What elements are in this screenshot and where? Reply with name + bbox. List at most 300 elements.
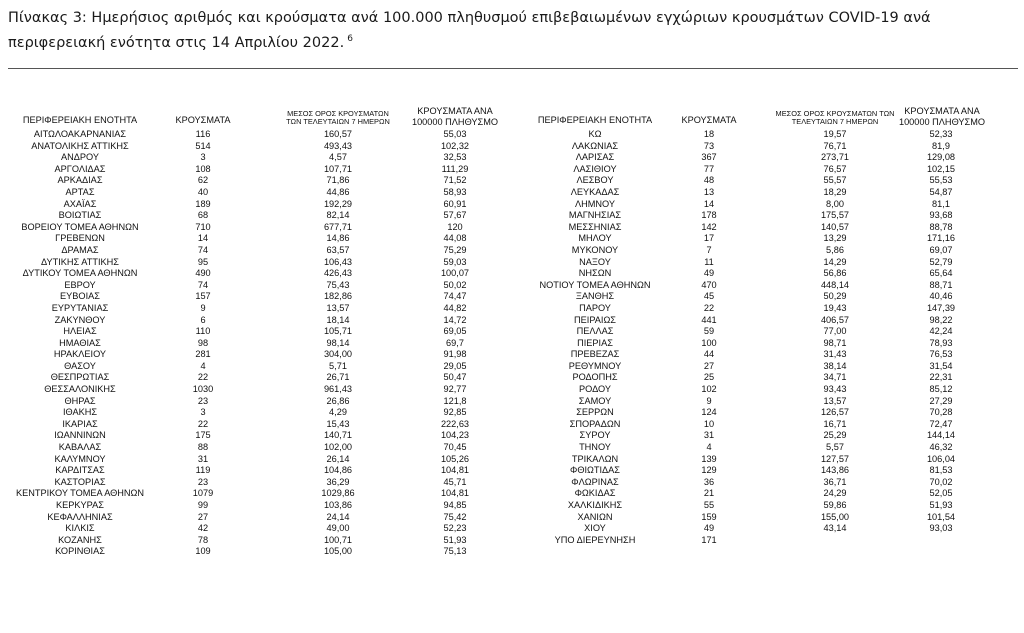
left-cases-cell: 490 [195, 268, 211, 279]
right-avg-cell: 143,86 [820, 465, 850, 476]
left-unit-cell: ΚΑΛΥΜΝΟΥ [54, 453, 106, 464]
left-unit-cell: ΘΕΣΣΑΛΟΝΙΚΗΣ [44, 384, 116, 395]
left-avg-cell: 5,71 [329, 360, 347, 371]
right-per100k-cell: 102,15 [926, 163, 956, 174]
right-avg-cell: 13,57 [823, 395, 847, 406]
left-avg-cell: 13,57 [326, 302, 350, 313]
table-row [0, 488, 1024, 500]
left-per100k-cell: 105,26 [440, 453, 470, 464]
left-unit-cell: ΑΝΑΤΟΛΙΚΗΣ ΑΤΤΙΚΗΣ [31, 140, 129, 151]
left-per100k-cell: 75,42 [443, 511, 467, 522]
right-per100k-cell: 52,79 [929, 256, 953, 267]
left-avg-cell: 24,14 [326, 511, 350, 522]
footnote-marker: 6 [347, 34, 353, 44]
right-per100k-cell: 98,22 [929, 314, 953, 325]
left-avg-cell: 71,86 [326, 175, 350, 186]
right-avg-cell: 36,71 [823, 476, 847, 487]
right-per100k-cell: 88,78 [929, 221, 953, 232]
right-cases-cell: 441 [701, 314, 717, 325]
left-per100k-cell: 100,07 [440, 268, 470, 279]
table-row [0, 187, 1024, 199]
left-cases-cell: 98 [197, 337, 209, 348]
left-unit-cell: ΑΡΓΟΛΙΔΑΣ [54, 163, 106, 174]
right-per100k-cell: 144,14 [926, 430, 956, 441]
left-avg-cell: 102,00 [323, 442, 353, 453]
table-row [0, 175, 1024, 187]
left-cases-cell: 281 [195, 349, 211, 360]
left-unit-cell: ΕΥΡΥΤΑΝΙΑΣ [51, 302, 109, 313]
left-avg-cell: 4,29 [329, 407, 347, 418]
right-cases-cell: 22 [703, 302, 715, 313]
left-unit-cell: ΗΜΑΘΙΑΣ [59, 337, 101, 348]
top-rule [8, 68, 1018, 69]
right-cases-cell: 73 [703, 140, 715, 151]
right-cases-cell: 18 [703, 129, 715, 139]
left-cases-cell: 1079 [192, 488, 214, 499]
left-per100k-cell: 70,45 [443, 442, 467, 453]
header-unit-left: ΠΕΡΙΦΕΡΕΙΑΚΗ ΕΝΟΤΗΤΑ [22, 115, 138, 126]
left-unit-cell: ΑΡΤΑΣ [65, 186, 95, 197]
table-row [0, 129, 1024, 141]
table-row [0, 535, 1024, 547]
left-avg-cell: 304,00 [323, 349, 353, 360]
right-avg-cell: 98,71 [823, 337, 847, 348]
right-per100k-cell: 22,31 [929, 372, 953, 383]
left-cases-cell: 189 [195, 198, 211, 209]
table-row [0, 326, 1024, 338]
table-row [0, 442, 1024, 454]
right-per100k-cell: 78,93 [929, 337, 953, 348]
table-row [0, 396, 1024, 408]
left-unit-cell: ΚΕΦΑΛΛΗΝΙΑΣ [47, 511, 113, 522]
left-unit-cell: ΚΕΝΤΡΙΚΟΥ ΤΟΜΕΑ ΑΘΗΝΩΝ [15, 488, 145, 499]
right-cases-cell: 17 [703, 233, 715, 244]
left-per100k-cell: 104,81 [440, 465, 470, 476]
left-cases-cell: 31 [197, 453, 209, 464]
table-row [0, 477, 1024, 489]
right-avg-cell: 155,00 [820, 511, 850, 522]
table-row [0, 523, 1024, 535]
left-per100k-cell: 29,05 [443, 360, 467, 371]
right-avg-cell: 38,14 [823, 360, 847, 371]
left-cases-cell: 514 [195, 140, 211, 151]
right-avg-cell: 59,86 [823, 500, 847, 510]
right-avg-cell: 406,57 [820, 314, 850, 325]
left-unit-cell: ΗΛΕΙΑΣ [63, 326, 97, 337]
left-avg-cell: 63,57 [326, 244, 350, 255]
left-avg-cell: 82,14 [326, 210, 350, 221]
left-per100k-cell: 111,29 [441, 163, 469, 174]
right-unit-cell: ΝΑΞΟΥ [579, 256, 611, 267]
right-per100k-cell: 88,71 [929, 279, 953, 290]
right-unit-cell: ΧΙΟΥ [584, 523, 606, 534]
right-per100k-cell: 70,02 [929, 476, 953, 487]
right-per100k-cell: 76,53 [929, 349, 953, 360]
right-avg-cell: 76,57 [823, 163, 847, 174]
right-unit-cell: ΠΕΛΛΑΣ [576, 326, 614, 337]
left-cases-cell: 78 [197, 534, 209, 545]
right-cases-cell: 45 [703, 291, 715, 302]
left-unit-cell: ΒΟΙΩΤΙΑΣ [58, 210, 102, 221]
right-avg-cell: 43,14 [823, 523, 847, 534]
right-per100k-cell: 85,12 [929, 384, 953, 395]
right-avg-cell: 140,57 [820, 221, 850, 232]
left-unit-cell: ΗΡΑΚΛΕΙΟΥ [53, 349, 107, 360]
right-avg-cell: 5,57 [826, 442, 844, 453]
right-per100k-cell: 81,9 [932, 140, 950, 151]
left-cases-cell: 710 [195, 221, 211, 232]
left-avg-cell: 18,14 [326, 314, 350, 325]
left-per100k-cell: 58,93 [443, 186, 467, 197]
right-avg-cell: 25,29 [823, 430, 847, 441]
table-row [0, 210, 1024, 222]
left-per100k-cell: 69,7 [446, 337, 464, 348]
left-per100k-cell: 51,93 [443, 534, 467, 545]
right-unit-cell: ΛΕΥΚΑΔΑΣ [570, 186, 620, 197]
table-row [0, 430, 1024, 442]
right-unit-cell: ΠΕΙΡΑΙΩΣ [574, 314, 616, 325]
right-cases-cell: 36 [703, 476, 715, 487]
left-avg-cell: 192,29 [323, 198, 353, 209]
right-per100k-cell: 40,46 [929, 291, 953, 302]
left-avg-cell: 26,86 [326, 395, 350, 406]
left-avg-cell: 100,71 [323, 534, 353, 545]
left-per100k-cell: 222,63 [440, 418, 470, 429]
left-avg-cell: 26,14 [326, 453, 350, 464]
left-cases-cell: 40 [197, 186, 209, 197]
left-avg-cell: 26,71 [326, 372, 350, 383]
table-row [0, 199, 1024, 211]
table-row [0, 500, 1024, 512]
left-avg-cell: 14,86 [326, 233, 350, 244]
left-per100k-cell: 120 [447, 221, 463, 232]
header-cases-right: ΚΡΟΥΣΜΑΤΑ [681, 115, 737, 126]
table-row [0, 245, 1024, 257]
table-row [0, 152, 1024, 164]
left-per100k-cell: 69,05 [443, 326, 467, 337]
right-per100k-cell: 52,05 [929, 488, 953, 499]
right-cases-cell: 178 [701, 210, 717, 221]
right-per100k-cell: 65,64 [929, 268, 953, 279]
left-cases-cell: 1030 [192, 384, 214, 395]
left-per100k-cell: 75,29 [443, 244, 467, 255]
left-per100k-cell: 14,72 [443, 314, 467, 325]
right-avg-cell: 19,57 [823, 129, 847, 139]
table-row [0, 419, 1024, 431]
right-unit-cell: ΣΑΜΟΥ [578, 395, 612, 406]
left-per100k-cell: 121,8 [443, 395, 467, 406]
right-avg-cell: 93,43 [823, 384, 847, 395]
caption-text: Πίνακας 3: Ημερήσιος αριθμός και κρούσματα ανά 100.000 πληθυσμού επιβεβαιωμένων εγχώριων κρουσμάτων COVID-19 ανά περιφερειακή ενότητα στις 14 Απριλίου 2022. [8, 10, 931, 51]
right-unit-cell: ΡΕΘΥΜΝΟΥ [568, 360, 622, 371]
left-per100k-cell: 59,03 [443, 256, 467, 267]
left-cases-cell: 95 [197, 256, 209, 267]
left-per100k-cell: 102,32 [440, 140, 470, 151]
left-per100k-cell: 57,67 [443, 210, 467, 221]
right-cases-cell: 25 [703, 372, 715, 383]
left-per100k-cell: 44,82 [443, 302, 467, 313]
right-unit-cell: ΝΟΤΙΟΥ ΤΟΜΕΑ ΑΘΗΝΩΝ [539, 279, 651, 290]
left-per100k-cell: 52,23 [443, 523, 467, 534]
left-per100k-cell: 75,13 [443, 546, 467, 557]
left-cases-cell: 116 [195, 129, 211, 139]
table-row [0, 407, 1024, 419]
left-unit-cell: ΙΚΑΡΙΑΣ [62, 418, 98, 429]
header-per100k-right: ΚΡΟΥΣΜΑΤΑ ΑΝΑ 100000 ΠΛΗΘΥΣΜΟ [898, 106, 986, 127]
right-avg-cell: 126,57 [820, 407, 850, 418]
left-unit-cell: ΙΩΑΝΝΙΝΩΝ [54, 430, 106, 441]
right-unit-cell: ΡΟΔΟΥ [578, 384, 611, 395]
left-unit-cell: ΔΥΤΙΚΗΣ ΑΤΤΙΚΗΣ [41, 256, 119, 267]
right-avg-cell: 77,00 [823, 326, 847, 337]
right-per100k-cell: 106,04 [926, 453, 956, 464]
right-per100k-cell: 147,39 [926, 302, 956, 313]
right-per100k-cell: 31,54 [929, 360, 953, 371]
right-cases-cell: 10 [703, 418, 715, 429]
right-unit-cell: ΣΥΡΟΥ [579, 430, 611, 441]
right-avg-cell: 273,71 [820, 152, 850, 163]
left-unit-cell: ΚΟΖΑΝΗΣ [58, 534, 102, 545]
table-row [0, 349, 1024, 361]
left-cases-cell: 74 [197, 244, 209, 255]
left-unit-cell: ΘΕΣΠΡΩΤΙΑΣ [50, 372, 110, 383]
right-per100k-cell: 52,33 [929, 129, 953, 139]
left-per100k-cell: 50,02 [443, 279, 467, 290]
right-per100k-cell: 69,07 [929, 244, 953, 255]
right-per100k-cell: 72,47 [929, 418, 953, 429]
right-unit-cell: ΛΑΚΩΝΙΑΣ [571, 140, 619, 151]
right-cases-cell: 49 [703, 523, 715, 534]
right-unit-cell: ΦΘΙΩΤΙΔΑΣ [569, 465, 620, 476]
right-avg-cell: 18,29 [823, 186, 847, 197]
left-unit-cell: ΑΙΤΩΛΟΑΚΑΡΝΑΝΙΑΣ [33, 129, 127, 139]
right-per100k-cell: 101,54 [926, 511, 956, 522]
table-row [0, 361, 1024, 373]
right-cases-cell: 142 [701, 221, 717, 232]
left-avg-cell: 104,86 [323, 465, 353, 476]
left-avg-cell: 49,00 [326, 523, 350, 534]
left-per100k-cell: 94,85 [443, 500, 467, 510]
table-row [0, 372, 1024, 384]
left-per100k-cell: 74,47 [443, 291, 467, 302]
left-unit-cell: ΒΟΡΕΙΟΥ ΤΟΜΕΑ ΑΘΗΝΩΝ [21, 221, 139, 232]
left-avg-cell: 182,86 [323, 291, 353, 302]
right-avg-cell: 50,29 [823, 291, 847, 302]
right-avg-cell: 34,71 [823, 372, 847, 383]
right-cases-cell: 159 [701, 511, 717, 522]
table-row [0, 164, 1024, 176]
left-per100k-cell: 60,91 [443, 198, 467, 209]
right-cases-cell: 59 [703, 326, 715, 337]
table-row [0, 512, 1024, 524]
right-unit-cell: ΛΕΣΒΟΥ [576, 175, 614, 186]
left-unit-cell: ΘΗΡΑΣ [64, 395, 96, 406]
table-row [0, 338, 1024, 350]
table-row [0, 268, 1024, 280]
table-row [0, 384, 1024, 396]
right-unit-cell: ΥΠΟ ΔΙΕΡΕΥΝΗΣΗ [554, 534, 636, 545]
right-per100k-cell: 55,53 [929, 175, 953, 186]
left-unit-cell: ΑΧΑΪΑΣ [63, 198, 97, 209]
right-avg-cell: 19,43 [823, 302, 847, 313]
right-unit-cell: ΣΠΟΡΑΔΩΝ [569, 418, 621, 429]
right-per100k-cell: 171,16 [926, 233, 956, 244]
header-unit-right: ΠΕΡΙΦΕΡΕΙΑΚΗ ΕΝΟΤΗΤΑ [537, 115, 653, 126]
left-cases-cell: 4 [200, 360, 206, 371]
right-unit-cell: ΠΑΡΟΥ [579, 302, 611, 313]
left-cases-cell: 119 [195, 465, 211, 476]
table-row [0, 280, 1024, 292]
left-unit-cell: ΕΥΒΟΙΑΣ [60, 291, 100, 302]
right-unit-cell: ΛΗΜΝΟΥ [574, 198, 616, 209]
right-cases-cell: 470 [701, 279, 717, 290]
table-row [0, 257, 1024, 269]
left-avg-cell: 36,29 [326, 476, 350, 487]
left-avg-cell: 15,43 [326, 418, 350, 429]
right-cases-cell: 4 [706, 442, 712, 453]
right-per100k-cell: 70,28 [929, 407, 953, 418]
left-avg-cell: 140,71 [323, 430, 353, 441]
right-cases-cell: 77 [703, 163, 715, 174]
left-cases-cell: 74 [197, 279, 209, 290]
left-per100k-cell: 91,98 [443, 349, 467, 360]
right-avg-cell: 175,57 [820, 210, 850, 221]
left-avg-cell: 75,43 [326, 279, 350, 290]
left-unit-cell: ΑΝΔΡΟΥ [60, 152, 99, 163]
right-per100k-cell: 51,93 [929, 500, 953, 510]
left-per100k-cell: 71,52 [443, 175, 467, 186]
right-per100k-cell: 42,24 [929, 326, 953, 337]
table-row [0, 315, 1024, 327]
left-cases-cell: 88 [197, 442, 209, 453]
table-row [0, 454, 1024, 466]
table-body [0, 129, 1024, 558]
left-per100k-cell: 92,85 [443, 407, 467, 418]
right-avg-cell: 14,29 [823, 256, 847, 267]
left-unit-cell: ΕΒΡΟΥ [64, 279, 96, 290]
right-unit-cell: ΧΑΝΙΩΝ [577, 511, 613, 522]
left-avg-cell: 961,43 [323, 384, 353, 395]
right-unit-cell: ΜΗΛΟΥ [578, 233, 612, 244]
right-avg-cell: 8,00 [826, 198, 844, 209]
left-avg-cell: 1029,86 [321, 488, 355, 499]
left-cases-cell: 22 [197, 372, 209, 383]
right-unit-cell: ΞΑΝΘΗΣ [575, 291, 615, 302]
right-per100k-cell: 27,29 [929, 395, 953, 406]
left-unit-cell: ΖΑΚΥΝΘΟΥ [54, 314, 106, 325]
right-unit-cell: ΦΩΚΙΔΑΣ [574, 488, 616, 499]
left-unit-cell: ΚΙΛΚΙΣ [65, 523, 95, 534]
right-unit-cell: ΤΡΙΚΑΛΩΝ [571, 453, 619, 464]
left-unit-cell: ΚΑΒΑΛΑΣ [58, 442, 102, 453]
right-per100k-cell: 129,08 [926, 152, 956, 163]
left-unit-cell: ΚΟΡΙΝΘΙΑΣ [55, 546, 105, 557]
right-cases-cell: 367 [701, 152, 717, 163]
left-avg-cell: 160,57 [323, 129, 353, 139]
left-avg-cell: 677,71 [323, 221, 353, 232]
right-per100k-cell: 54,87 [929, 186, 953, 197]
right-unit-cell: ΚΩ [588, 129, 602, 139]
right-unit-cell: ΠΡΕΒΕΖΑΣ [570, 349, 620, 360]
left-avg-cell: 426,43 [323, 268, 353, 279]
left-avg-cell: 4,57 [329, 152, 347, 163]
right-avg-cell: 448,14 [820, 279, 850, 290]
left-avg-cell: 106,43 [323, 256, 353, 267]
left-unit-cell: ΙΘΑΚΗΣ [62, 407, 98, 418]
right-avg-cell: 5,86 [826, 244, 844, 255]
header-cases-left: ΚΡΟΥΣΜΑΤΑ [175, 115, 231, 126]
right-cases-cell: 7 [706, 244, 712, 255]
right-unit-cell: ΤΗΝΟΥ [579, 442, 611, 453]
right-avg-cell: 127,57 [820, 453, 850, 464]
right-cases-cell: 13 [703, 186, 715, 197]
right-unit-cell: ΧΑΛΚΙΔΙΚΗΣ [567, 500, 623, 510]
left-cases-cell: 109 [195, 546, 211, 557]
right-cases-cell: 9 [706, 395, 712, 406]
right-cases-cell: 124 [701, 407, 717, 418]
left-cases-cell: 108 [195, 163, 211, 174]
right-avg-cell: 56,86 [823, 268, 847, 279]
right-cases-cell: 49 [703, 268, 715, 279]
right-unit-cell: ΡΟΔΟΠΗΣ [572, 372, 618, 383]
right-cases-cell: 27 [703, 360, 715, 371]
right-cases-cell: 139 [701, 453, 717, 464]
right-unit-cell: ΝΗΣΩΝ [578, 268, 612, 279]
right-cases-cell: 14 [703, 198, 715, 209]
right-cases-cell: 100 [701, 337, 717, 348]
left-avg-cell: 493,43 [323, 140, 353, 151]
left-per100k-cell: 44,08 [443, 233, 467, 244]
left-unit-cell: ΔΥΤΙΚΟΥ ΤΟΜΕΑ ΑΘΗΝΩΝ [22, 268, 138, 279]
left-unit-cell: ΑΡΚΑΔΙΑΣ [57, 175, 103, 186]
right-unit-cell: ΛΑΡΙΣΑΣ [575, 152, 615, 163]
left-per100k-cell: 92,77 [443, 384, 467, 395]
left-unit-cell: ΔΡΑΜΑΣ [61, 244, 99, 255]
table-row [0, 222, 1024, 234]
left-cases-cell: 6 [200, 314, 206, 325]
table-row [0, 465, 1024, 477]
table-row [0, 303, 1024, 315]
right-per100k-cell: 81,53 [929, 465, 953, 476]
right-unit-cell: ΜΕΣΣΗΝΙΑΣ [568, 221, 622, 232]
left-per100k-cell: 50,47 [443, 372, 467, 383]
left-cases-cell: 23 [197, 395, 209, 406]
right-cases-cell: 129 [701, 465, 717, 476]
left-per100k-cell: 32,53 [443, 152, 467, 163]
left-avg-cell: 105,00 [323, 546, 353, 557]
left-avg-cell: 44,86 [326, 186, 350, 197]
right-avg-cell: 55,57 [823, 175, 847, 186]
right-unit-cell: ΛΑΣΙΘΙΟΥ [573, 163, 617, 174]
table-row [0, 233, 1024, 245]
right-unit-cell: ΣΕΡΡΩΝ [576, 407, 614, 418]
table-row [0, 291, 1024, 303]
left-cases-cell: 3 [200, 407, 206, 418]
right-cases-cell: 102 [701, 384, 717, 395]
right-avg-cell: 16,71 [823, 418, 847, 429]
right-avg-cell: 31,43 [823, 349, 847, 360]
left-cases-cell: 68 [197, 210, 209, 221]
left-cases-cell: 3 [200, 152, 206, 163]
right-unit-cell: ΦΛΩΡΙΝΑΣ [571, 476, 619, 487]
right-unit-cell: ΜΥΚΟΝΟΥ [571, 244, 619, 255]
table-caption [8, 8, 1018, 54]
right-avg-cell: 13,29 [823, 233, 847, 244]
left-cases-cell: 62 [197, 175, 209, 186]
left-avg-cell: 98,14 [326, 337, 350, 348]
right-avg-cell: 24,29 [823, 488, 847, 499]
left-cases-cell: 23 [197, 476, 209, 487]
